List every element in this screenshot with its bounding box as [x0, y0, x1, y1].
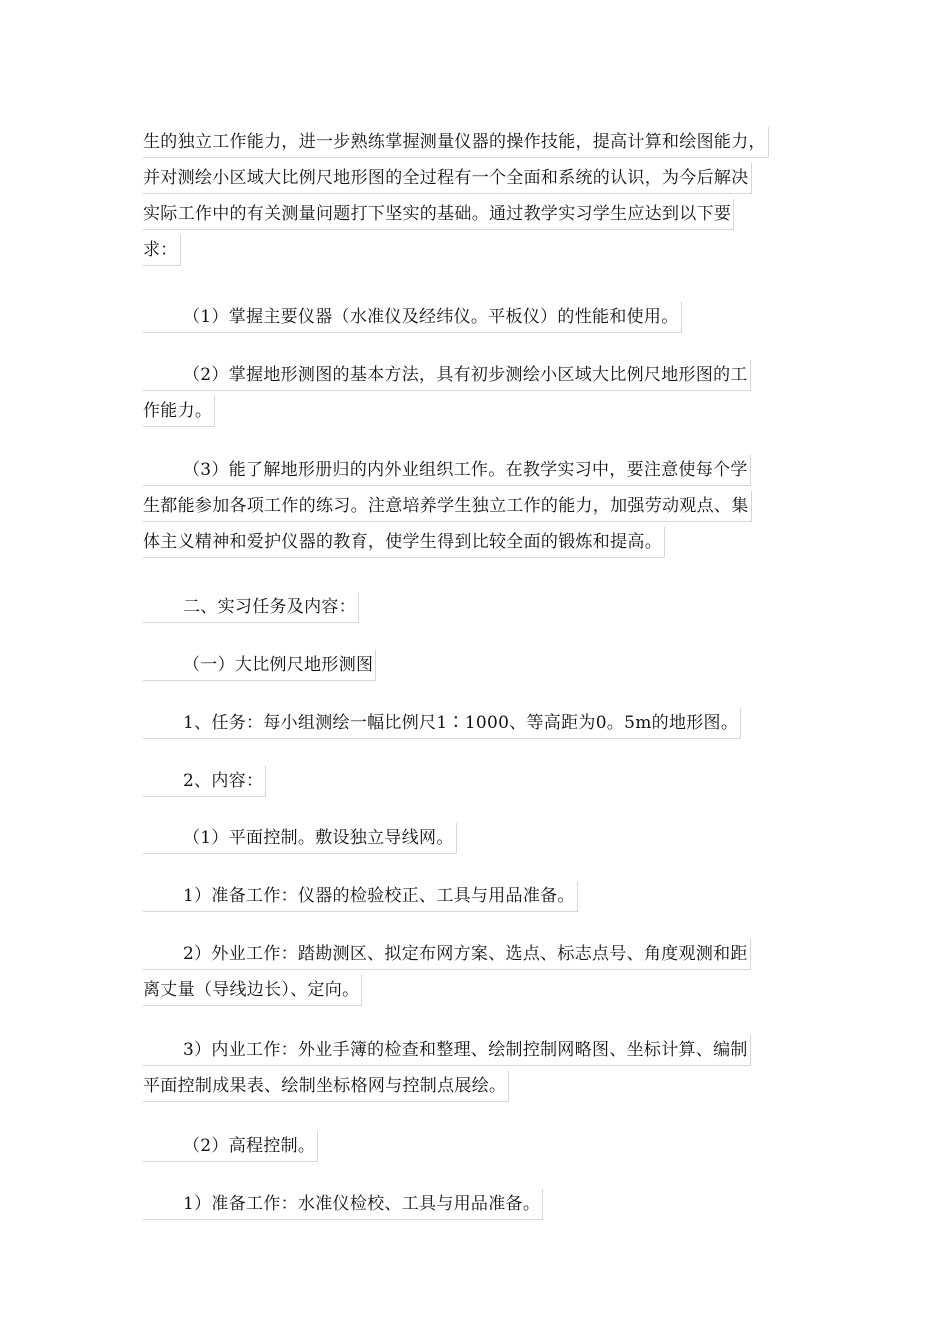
paragraph-content: [143, 763, 823, 799]
text-line: 并对测绘小区域大比例尺地形图的全过程有一个全面和系统的认识，为今后解决: [143, 160, 823, 196]
text-line: 平面控制成果表、绘制坐标格网与控制点展绘。: [143, 1068, 823, 1104]
text-line: 1）准备工作：水准仪检校、工具与用品准备。: [143, 1186, 823, 1222]
text-line: 生都能参加各项工作的练习。注意培养学生独立工作的能力，加强劳动观点、集: [143, 488, 823, 524]
text-line: 3）内业工作：外业手簿的检查和整理、绘制控制网略图、坐标计算、编制: [143, 1032, 823, 1068]
text-line: 实际工作中的有关测量问题打下坚实的基础。通过教学实习学生应达到以下要: [143, 196, 823, 232]
text-line: 1、任务：每小组测绘一幅比例尺1∶1000、等高距为0。5m的地形图。: [143, 705, 823, 741]
subsection-heading: [143, 647, 823, 683]
text-line: （2）高程控制。: [143, 1128, 823, 1164]
text-line: （1）掌握主要仪器（水准仪及经纬仪。平板仪）的性能和使用。: [143, 299, 823, 335]
text-line: （2）掌握地形测图的基本方法，具有初步测绘小区域大比例尺地形图的工: [143, 357, 823, 393]
paragraph-leveling-preparation: [143, 1186, 823, 1222]
paragraph-field-work: [143, 936, 823, 1008]
text-line: （一）大比例尺地形测图: [143, 647, 823, 683]
text-line: 1）准备工作：仪器的检验校正、工具与用品准备。: [143, 878, 823, 914]
paragraph-intro: [143, 124, 823, 268]
paragraph-elevation-control: [143, 1128, 823, 1164]
text-line: 二、实习任务及内容：: [143, 589, 823, 625]
text-line: 2、内容：: [143, 763, 823, 799]
paragraph-requirement-2: [143, 357, 823, 429]
text-line: 生的独立工作能力，进一步熟练掌握测量仪器的操作技能，提高计算和绘图能力，: [143, 124, 823, 160]
text-line: 体主义精神和爱护仪器的教育，使学生得到比较全面的锻炼和提高。: [143, 524, 823, 560]
text-line: 求：: [143, 232, 823, 268]
text-line: 离丈量（导线边长）、定向。: [143, 972, 823, 1008]
paragraph-preparation: [143, 878, 823, 914]
paragraph-requirement-1: [143, 299, 823, 335]
paragraph-plane-control: [143, 820, 823, 856]
text-line: 2）外业工作：踏勘测区、拟定布网方案、选点、标志点号、角度观测和距: [143, 936, 823, 972]
text-line: （3）能了解地形册归的内外业组织工作。在教学实习中，要注意使每个学: [143, 452, 823, 488]
paragraph-task: [143, 705, 823, 741]
section-heading: [143, 589, 823, 625]
paragraph-office-work: [143, 1032, 823, 1104]
text-line: 作能力。: [143, 393, 823, 429]
text-line: （1）平面控制。敷设独立导线网。: [143, 820, 823, 856]
paragraph-requirement-3: [143, 452, 823, 560]
